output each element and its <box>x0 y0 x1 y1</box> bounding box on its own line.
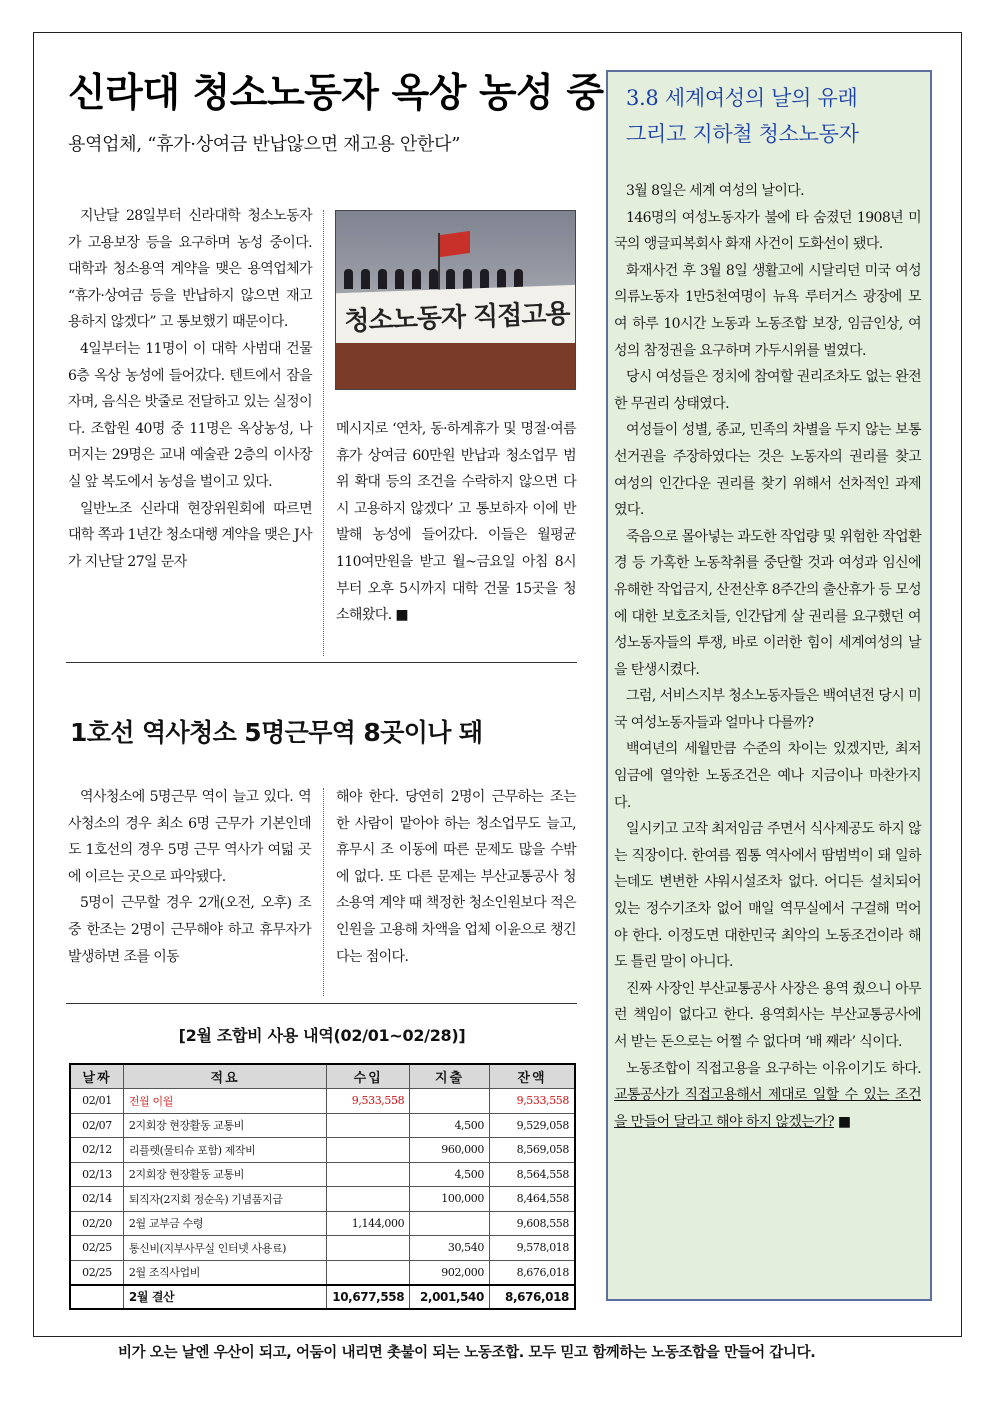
ledger-income <box>327 1113 410 1138</box>
ledger-header-row <box>70 1064 575 1089</box>
ledger-total-balance: 8,676,018 <box>489 1285 575 1310</box>
main-subhead: 용역업체, “휴가·상여금 반납않으면 재고용 안한다” <box>68 134 461 155</box>
ledger-header-income: 수입 <box>327 1064 410 1089</box>
table-row <box>70 1162 575 1187</box>
ledger-header-desc: 적요 <box>123 1064 326 1089</box>
section-divider <box>66 662 577 663</box>
table-row <box>70 1089 575 1114</box>
ledger-expense: 100,000 <box>410 1187 490 1212</box>
sidebar-final-lead: 노동조합이 직접고용을 요구하는 이유이기도 하다. <box>626 1060 921 1077</box>
ledger-expense <box>410 1089 490 1114</box>
sidebar-paragraph: 죽음으로 몰아넣는 과도한 작업량 및 위험한 작업환경 등 가혹한 노동착취를 중단할 것과 여성과 임신에 유해한 작업금지, 산전산후 8주간의 출산휴가 등 모성에 대한 보호조치들, 인간답게 살 권리를 요구했던 여성노동자들의 투쟁, 바로 이러한 힘이 세계여성의 날을 탄생시켰다. <box>614 528 921 678</box>
ledger-desc: 전월 이월 <box>123 1089 326 1114</box>
ledger-expense <box>410 1211 490 1236</box>
ledger-date <box>70 1285 123 1310</box>
ledger-income: 9,533,558 <box>327 1089 410 1114</box>
ledger-total-income: 10,677,558 <box>327 1285 410 1310</box>
ledger-date: 02/25 <box>70 1236 123 1261</box>
end-mark: ■ <box>837 1113 851 1130</box>
main-headline: 신라대 청소노동자 옥상 농성 중 <box>68 71 604 116</box>
article2-paragraph: 역사청소에 5명근무 역이 늘고 있다. 역사청소의 경우 최소 6명 근무가 기본인데도 1호선의 경우 5명 근무 역사가 여덟 곳에 이르는 곳으로 파악됐다. <box>68 789 311 885</box>
table-row <box>70 1187 575 1212</box>
ledger-income: 1,144,000 <box>327 1211 410 1236</box>
ledger-desc: 2지회장 현장활동 교통비 <box>123 1162 326 1187</box>
sidebar-paragraph: 146명의 여성노동자가 불에 타 숨졌던 1908년 미국의 앵글피복회사 화재 사건이 도화선이 됐다. <box>614 209 921 253</box>
ledger-date: 02/13 <box>70 1162 123 1187</box>
ledger-date: 02/20 <box>70 1211 123 1236</box>
sidebar-paragraph: 일시키고 고작 최저임금 주면서 식사제공도 하지 않는 직장이다. 한여름 찜통 역사에서 땀범벅이 돼 일하는데도 변변한 샤워시설조차 없다. 어디든 설치되어 있는 정수기조차 없어 매일 역무실에서 구걸해 먹어야 한다. 이정도면 대한민국 최악의 노동조건이라 해도 틀린 말이 아니다. <box>614 821 921 971</box>
protest-photo <box>335 210 576 390</box>
ledger-date: 02/12 <box>70 1138 123 1163</box>
table-row <box>70 1236 575 1261</box>
ledger-desc: 리플렛(물티슈 포함) 제작비 <box>123 1138 326 1163</box>
sidebar-body <box>614 178 921 1135</box>
ledger-balance: 8,564,558 <box>489 1162 575 1187</box>
ledger-expense: 960,000 <box>410 1138 490 1163</box>
ledger-balance: 8,676,018 <box>489 1260 575 1285</box>
sidebar-title-line: 그리고 지하철 청소노동자 <box>626 122 859 146</box>
sidebar-paragraph: 그럼, 서비스지부 청소노동자들은 백여년전 당시 미국 여성노동자들과 얼마나 다를까? <box>614 688 921 731</box>
ledger-total-label: 2월 결산 <box>123 1285 326 1310</box>
sidebar-paragraph: 백여년의 세월만큼 수준의 차이는 있겠지만, 최저 임금에 열악한 노동조건은 예나 지금이나 마찬가지다. <box>614 741 921 811</box>
article2-paragraph: 해야 한다. 당연히 2명이 근무하는 조는 한 사람이 맡아야 하는 청소업무도 늘고, 휴무시 조 이동에 따른 문제도 많을 수밖에 없다. 또 다른 문제는 부산교통공사 청소용역 계약 때 책정한 청소인원보다 적은 인원을 고용해 차액을 업체 이윤으로 챙긴다는 점이다. <box>336 789 576 965</box>
ledger-total-expense: 2,001,540 <box>410 1285 490 1310</box>
table-row <box>70 1260 575 1285</box>
ledger-balance: 9,529,058 <box>489 1113 575 1138</box>
ledger-date: 02/14 <box>70 1187 123 1212</box>
sidebar-paragraph: 3월 8일은 세계 여성의 날이다. <box>626 183 805 199</box>
ledger-balance: 8,464,558 <box>489 1187 575 1212</box>
article2-headline: 1호선 역사청소 5명근무역 8곳이나 돼 <box>70 718 483 747</box>
ledger-desc: 2월 교부금 수령 <box>123 1211 326 1236</box>
table-row <box>70 1138 575 1163</box>
footer-slogan: 비가 오는 날엔 우산이 되고, 어둠이 내리면 촛불이 되는 노동조합. 모두 믿고 함께하는 노동조합을 만들어 갑니다. <box>118 1345 816 1361</box>
column-divider <box>323 210 324 656</box>
sidebar-final-underlined: 교통공사가 직접고용해서 제대로 일할 수 있는 조건을 만들어 달라고 해야 하지 않겠는가? <box>614 1087 921 1130</box>
ledger-desc: 2지회장 현장활동 교통비 <box>123 1113 326 1138</box>
article2-paragraph: 5명이 근무할 경우 2개(오전, 오후) 조 중 한조는 2명이 근무해야 하고 휴무자가 발생하면 조를 이동 <box>68 895 311 965</box>
ledger-income <box>327 1260 410 1285</box>
ledger-header-date: 날짜 <box>70 1064 123 1089</box>
ledger-desc: 2월 조직사업비 <box>123 1260 326 1285</box>
ledger-expense: 4,500 <box>410 1162 490 1187</box>
ledger-date: 02/07 <box>70 1113 123 1138</box>
table-row <box>70 1113 575 1138</box>
ledger-date: 02/25 <box>70 1260 123 1285</box>
sidebar-paragraph: 화재사건 후 3월 8일 생활고에 시달리던 미국 여성 의류노동자 1만5천여명이 뉴욕 루터거스 광장에 모여 하루 10시간 노동과 노동조합 보장, 임금인상, 여성의 참정권을 요구하며 가두시위를 벌였다. <box>614 262 921 359</box>
ledger-expense: 4,500 <box>410 1113 490 1138</box>
sidebar-paragraph: 당시 여성들은 정치에 참여할 권리조차도 없는 완전한 무권리 상태였다. <box>614 369 921 412</box>
article1-paragraph: 메시지로 ‘연차, 동·하계휴가 및 명절·여름휴가 상여금 60만원 반납과 청소업무 범위 확대 등의 조건을 수락하지 않으면 다시 고용하지 않겠다’ 고 통보하자 이에 반발해 농성에 들어갔다. 이들은 월평균 110여만원을 받고 월~금요일 아침 8시부터 오후 5시까지 대학 건물 15곳을 청소해왔다. ■ <box>336 421 576 624</box>
article1-column2 <box>336 416 576 629</box>
article2-column2 <box>336 784 576 970</box>
section-divider <box>66 1003 577 1004</box>
ledger-balance: 9,578,018 <box>489 1236 575 1261</box>
ledger-income <box>327 1162 410 1187</box>
ledger-balance: 9,533,558 <box>489 1089 575 1114</box>
ledger-income <box>327 1187 410 1212</box>
ledger-date: 02/01 <box>70 1089 123 1114</box>
ledger-expense: 902,000 <box>410 1260 490 1285</box>
ledger-title: [2월 조합비 사용 내역(02/01~02/28)] <box>178 1026 466 1045</box>
column-divider <box>323 788 324 996</box>
ledger-income <box>327 1236 410 1261</box>
ledger-desc: 퇴직자(2지회 정순옥) 기념품지급 <box>123 1187 326 1212</box>
sidebar-title-line: 3.8 세계여성의 날의 유래 <box>626 86 858 110</box>
ledger-header-balance: 잔액 <box>489 1064 575 1089</box>
sidebar-final-paragraph <box>614 1056 921 1136</box>
article1-paragraph: 4일부터는 11명이 이 대학 사범대 건물 6층 옥상 농성에 들어갔다. 텐트에서 잠을 자며, 음식은 밧줄로 전달하고 있는 실정이다. 조합원 40명 중 11명은 옥상농성, 나머지는 29명은 교내 예술관 2층의 이사장실 앞 복도에서 농성을 벌이고 있다. <box>68 340 312 490</box>
article1-paragraph: 일반노조 신라대 현장위원회에 따르면 대학 쪽과 1년간 청소대행 계약을 맺은 J사가 지난달 27일 문자 <box>68 500 312 570</box>
article1-column1 <box>68 203 312 575</box>
ledger-desc: 통신비(지부사무실 인터넷 사용료) <box>123 1236 326 1261</box>
article2-column1 <box>68 784 311 970</box>
sidebar-paragraph: 진짜 사장인 부산교통공사 사장은 용역 줬으니 아무런 책임이 없다고 한다. 용역회사는 부산교통공사에서 받는 돈으로는 어쩔 수 없다며 ‘배 째라’ 식이다. <box>614 980 921 1050</box>
ledger-header-expense: 지출 <box>410 1064 490 1089</box>
article1-paragraph: 지난달 28일부터 신라대학 청소노동자가 고용보장 등을 요구하며 농성 중이다. 대학과 청소용역 계약을 맺은 용역업체가 “휴가·상여금 등을 반납하지 않으면 재고용하지 않겠다” 고 통보했기 때문이다. <box>68 208 312 331</box>
table-row <box>70 1211 575 1236</box>
ledger-expense: 30,540 <box>410 1236 490 1261</box>
ledger-balance: 8,569,058 <box>489 1138 575 1163</box>
sidebar-title <box>626 80 926 152</box>
red-flag-icon <box>440 231 470 257</box>
ledger-total-row <box>70 1285 575 1310</box>
sidebar-paragraph: 여성들이 성별, 종교, 민족의 차별을 두지 않는 보통선거권을 주장하였다는 것은 노동자의 권리를 찾고 여성의 인간다운 권리를 찾기 위해서 선차적인 과제였다. <box>614 422 921 519</box>
ledger-balance: 9,608,558 <box>489 1211 575 1236</box>
ledger-table <box>69 1063 576 1310</box>
building-roof <box>336 343 576 390</box>
ledger-income <box>327 1138 410 1163</box>
photo-banner: 청소노동자 직접고용 <box>335 285 576 352</box>
